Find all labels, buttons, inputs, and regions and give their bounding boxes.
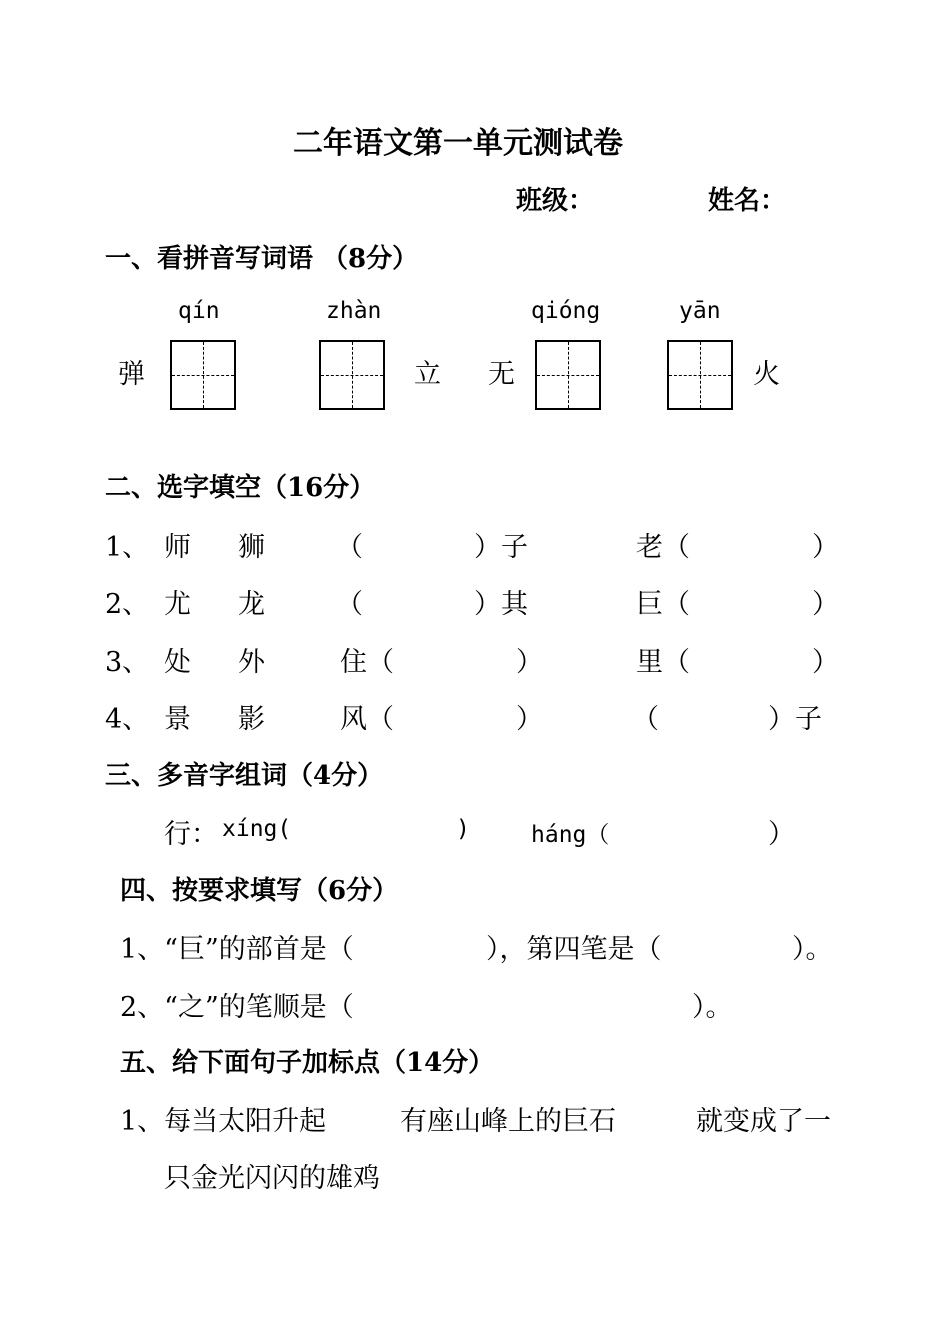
polyphone-char: 行： (164, 819, 218, 850)
blank-close: ） (812, 589, 839, 620)
q4-2-part-b: ）。 (692, 992, 733, 1023)
sentence-line-2: 只金光闪闪的雄鸡 (164, 1163, 380, 1194)
row-number: 3、 (105, 647, 150, 678)
sentence-part-2: 有座山峰上的巨石 (400, 1106, 616, 1137)
char-4: 火 (753, 359, 780, 390)
option-char: 狮 (238, 532, 265, 563)
writing-grid-3[interactable] (535, 340, 601, 410)
pinyin-1: qín (178, 298, 220, 324)
blank-close: ）子 (474, 532, 528, 563)
section2-heading: 二、选字填空（16分） (105, 473, 376, 503)
pinyin-2: zhàn (326, 298, 382, 324)
blank-open: （ (336, 589, 363, 620)
option-char: 龙 (238, 589, 265, 620)
pinyin-hang: háng（ (531, 822, 610, 848)
blank-open: 老（ (636, 532, 690, 563)
option-char: 处 (164, 647, 191, 678)
section1-heading: 一、看拼音写词语 （8分） (105, 244, 419, 274)
blank-close: ） (768, 819, 795, 850)
char-3: 无 (488, 359, 515, 390)
section4-heading: 四、按要求填写（6分） (120, 876, 399, 906)
option-char: 景 (164, 704, 191, 735)
q4-1-part-c: ）。 (792, 934, 833, 965)
pinyin-4: yān (679, 298, 721, 324)
sentence-part-3: 就变成了一 (696, 1106, 831, 1137)
blank-open: 住（ (340, 647, 394, 678)
blank-open: （ (336, 532, 363, 563)
blank-open: 巨（ (636, 589, 690, 620)
blank-close: ）子 (768, 704, 822, 735)
option-char: 师 (164, 532, 191, 563)
writing-grid-1[interactable] (170, 340, 236, 410)
row-number: 4、 (105, 704, 150, 735)
q4-1-part-b: ），第四笔是（ (486, 934, 662, 965)
char-2: 立 (414, 359, 441, 390)
blank-close: ） (516, 647, 543, 678)
pinyin-3: qióng (531, 298, 601, 324)
writing-grid-4[interactable] (667, 340, 733, 410)
name-label: 姓名： (708, 186, 787, 216)
blank-close: ） (812, 647, 839, 678)
section5-heading: 五、给下面句子加标点（14分） (120, 1048, 495, 1078)
blank-open: 里（ (636, 647, 690, 678)
row-number: 2、 (105, 589, 150, 620)
class-label: 班级： (516, 186, 595, 216)
blank-close: ） (812, 532, 839, 563)
blank-close: ）其 (474, 589, 528, 620)
q4-2-part-a: 2、“之”的笔顺是（ (120, 992, 354, 1023)
blank-open: （ (632, 704, 659, 735)
option-char: 尤 (164, 589, 191, 620)
page-title: 二年语文第一单元测试卷 (293, 126, 623, 161)
q4-1-part-a: 1、“巨”的部首是（ (120, 934, 354, 965)
option-char: 影 (238, 704, 265, 735)
option-char: 外 (238, 647, 265, 678)
row-number: 1、 (105, 532, 150, 563)
blank-open: 风（ (340, 704, 394, 735)
sentence-part-1: 1、每当太阳升起 (120, 1106, 327, 1137)
pinyin-xing: xíng( (222, 816, 292, 842)
char-1: 弹 (118, 359, 145, 390)
writing-grid-2[interactable] (319, 340, 385, 410)
section3-heading: 三、多音字组词（4分） (105, 761, 384, 791)
blank-close: ） (516, 704, 543, 735)
blank-close: ) (456, 816, 470, 842)
